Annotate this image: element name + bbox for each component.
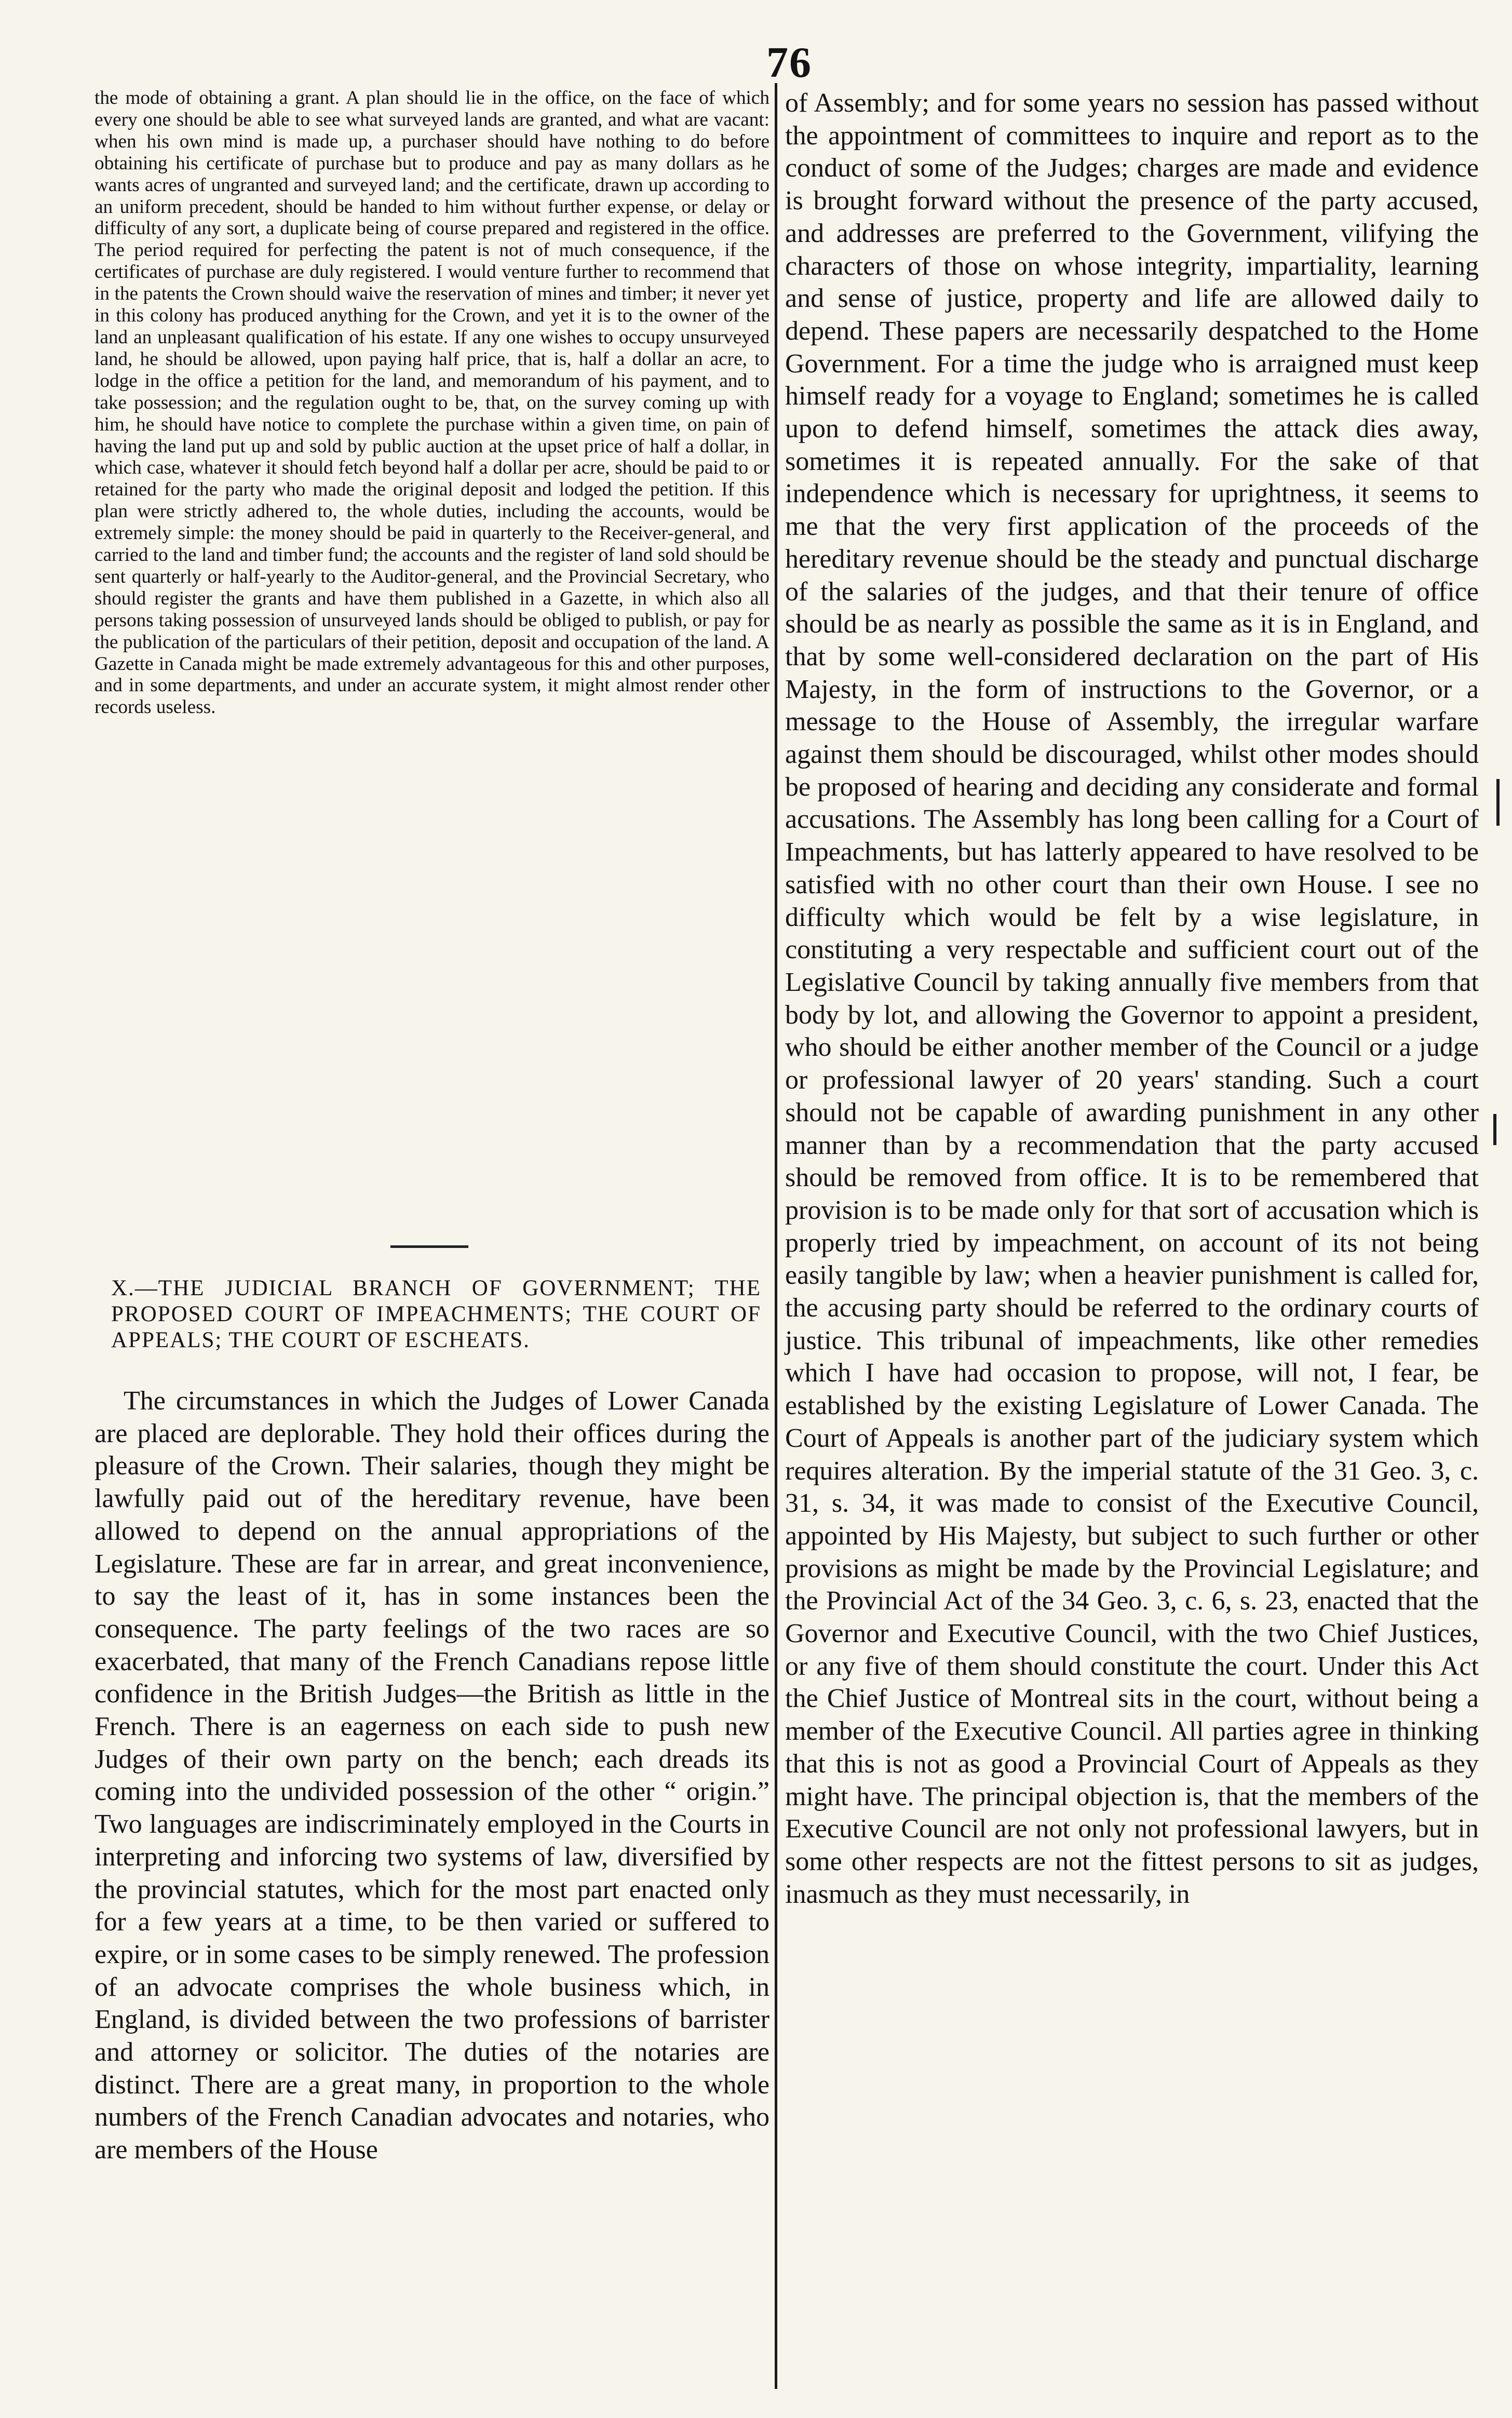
section-divider-rule <box>390 1245 468 1248</box>
paragraph-land-grants: the mode of obtaining a grant. A plan should lie in the office, on the face of which every one should be able to see what surveyed lands are granted, and what are vacant: when his own mind is made up, a purchaser should have nothing to do before obtaining his certificate of purchase but to produce and pay as many dollars as he wants acres of ungranted and surveyed land; and the certificate, drawn up according to an uniform precedent, should be handed to him without further expense, or delay or difficulty of any sort, a duplicate being of course prepared and registered in the office. The period required for perfecting the patent is not of much consequence, if the certificates of purchase are duly registered. I would venture further to recommend that in the patents the Crown should waive the reservation of mines and timber; it never yet in this colony has produced anything for the Crown, and yet it is to the owner of the land an unpleasant qualification of his estate. If any one wishes to occupy unsurveyed land, he should be allowed, upon paying half price, that is, half a dollar an acre, to lodge in the office a petition for the land, and memorandum of his payment, and to take possession; and the regulation ought to be, that, on the survey coming up with him, he should have notice to complete the purchase within a given time, on pain of having the land put up and sold by public auction at the upset price of half a dollar, in which case, whatever it should fetch beyond half a dollar per acre, should be paid to or retained for the party who made the original deposit and lodged the petition. If this plan were strictly adhered to, the whole duties, including the accounts, would be extremely simple: the money should be paid in quarterly to the Receiver-general, and carried to the land and timber fund; the accounts and the register of land sold should be sent quarterly or half-yearly to the Auditor-general, and the Provincial Secretary, who should register the grants and have them published in a Gazette, in which also all persons taking possession of unsurveyed lands should be obliged to publish, or pay for the publication of the particulars of their petition, deposit and occupation of the land. A Gazette in Canada might be made extremely advantageous for this and other purposes, and in some departments, and under an accurate system, it might almost render other records useless. <box>95 87 770 718</box>
paragraph-judges: The circumstances in which the Judges of Lower Canada are placed are deplorable. They hold their offices during the pleasure of the Crown. Their salaries, though they might be lawfully paid out of the hereditary revenue, have been allowed to depend on the annual appropriations of the Legislature. These are far in arrear, and great inconvenience, to say the least of it, has in some instances been the consequence. The party feelings of the two races are so exacerbated, that many of the French Canadians repose little confidence in the British Judges—the British as little in the French. There is an eagerness on each side to push new Judges of their own party on the bench; each dreads its coming into the undivided possession of the other “ origin.” Two languages are indiscriminately employed in the Courts in interpreting and inforcing two systems of law, diversified by the provincial statutes, which for the most part enacted only for a few years at a time, to be then varied or suffered to expire, or in some cases to be simply renewed. The profession of an advocate comprises the whole business which, in England, is divided between the two professions of barrister and attorney or solicitor. The duties of the notaries are distinct. There are a great many, in proportion to the whole numbers of the French Canadian advocates and notaries, who are members of the House <box>95 1386 770 2165</box>
right-column <box>785 87 1479 1911</box>
margin-mark <box>1493 1114 1496 1145</box>
left-column-top <box>95 87 770 718</box>
margin-mark <box>1496 779 1500 826</box>
paragraph-assembly: of Assembly; and for some years no session has passed without the appointment of committees to inquire and report as to the conduct of some of the Judges; charges are made and evidence is brought forward without the presence of the party accused, and addresses are preferred to the Government, vilifying the characters of those on whose integrity, impartiality, learning and sense of justice, property and life are allowed daily to depend. These papers are necessarily despatched to the Home Government. For a time the judge who is arraigned must keep himself ready for a voyage to England; sometimes he is called upon to defend himself, sometimes the attack dies away, sometimes it is repeated annually. For the sake of that independence which is necessary for uprightness, it seems to me that the very first application of the proceeds of the hereditary revenue should be the steady and punctual discharge of the salaries of the judges, and that their tenure of office should be as nearly as possible the same as it is in England, and that by some well-considered declaration on the part of His Majesty, in the form of instructions to the Governor, or a message to the House of Assembly, the irregular warfare against them should be discouraged, whilst other modes should be proposed of hearing and deciding any considerate and formal accusations. The Assembly has long been calling for a Court of Impeachments, but has latterly appeared to have resolved to be satisfied with no other court than their own House. I see no difficulty which would be felt by a wise legislature, in constituting a very respectable and sufficient court out of the Legislative Council by taking annually five members from that body by lot, and allowing the Governor to appoint a president, who should be either another member of the Council or a judge or professional lawyer of 20 years' standing. Such a court should not be capable of awarding punishment in any other manner than by a recommendation that the party accused should be removed from office. It is to be remembered that provision is to be made only for that sort of accusation which is properly tried by impeachment, on account of its not being easily tangible by law; when a heavier punishment is called for, the accusing party should be referred to the ordinary courts of justice. This tribunal of impeachments, like other remedies which I have had occasion to propose, will not, I fear, be established by the existing Legislature of Lower Canada. The Court of Appeals is another part of the judiciary system which requires alteration. By the imperial statute of the 31 Geo. 3, c. 31, s. 34, it was made to consist of the Executive Council, appointed by His Majesty, but subject to such further or other provisions as might be made by the Provincial Legislature; and the Provincial Act of the 34 Geo. 3, c. 6, s. 23, enacted that the Governor and Executive Council, with the two Chief Justices, or any five of them should constitute the court. Under this Act the Chief Justice of Montreal sits in the court, without being a member of the Executive Council. All parties agree in thinking that this is not as good a Provincial Court of Appeals as they might have. The principal objection is, that the members of the Executive Council are not only not professional lawyers, but in some other respects are not the fittest persons to sit as judges, inasmuch as they must necessarily, in <box>785 88 1479 1909</box>
column-divider <box>775 83 777 2389</box>
page-number: 76 <box>766 38 812 87</box>
section-heading: X.—THE JUDICIAL BRANCH OF GOVERNMENT; THE PROPOSED COURT OF IMPEACHMENTS; THE COURT OF APPEALS; THE COURT OF ESCHEATS. <box>111 1276 761 1352</box>
left-column-bottom <box>95 1385 770 2167</box>
